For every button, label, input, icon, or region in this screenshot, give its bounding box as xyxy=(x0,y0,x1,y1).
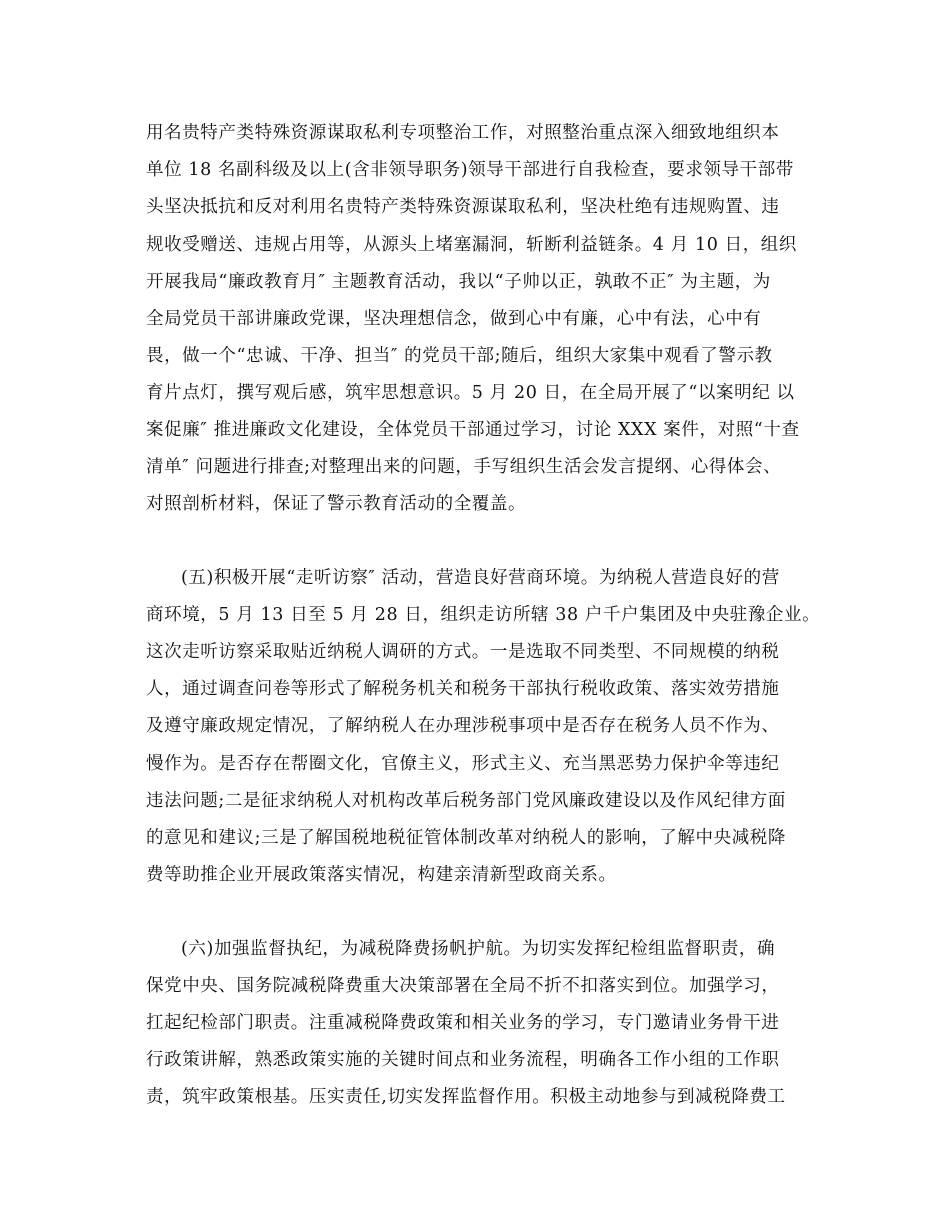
text-line: 育片点灯，撰写观后感，筑牢思想意识。5 月 20 日，在全局开展了“以案明纪 以 xyxy=(146,383,795,403)
text-line: 全局党员干部讲廉政党课，坚决理想信念，做到心中有廉，心中有法，心中有 xyxy=(146,309,762,329)
text-line: 头坚决抵抗和反对利用名贵特产类特殊资源谋取私利，坚决杜绝有违规购置、违 xyxy=(146,197,780,217)
text-line: 规收受赠送、违规占用等，从源头上堵塞漏洞，斩断利益链条。4 月 10 日，组织 xyxy=(146,235,797,255)
text-line: 及遵守廉政规定情况，了解纳税人在办理涉税事项中是否存在税务人员不作为、 xyxy=(146,716,780,736)
text-line: 清单″ 问题进行排查;对整理出来的问题，手写组织生活会发言提纲、心得体会、 xyxy=(146,457,782,477)
text-line: 慢作为。是否存在帮圈文化，官僚主义，形式主义、充当黑恶势力保护伞等违纪 xyxy=(146,754,780,774)
text-line: 责，筑牢政策根基。压实责任,切实发挥监督作用。积极主动地参与到减税降费工 xyxy=(146,1087,786,1107)
text-line: 人，通过调查问卷等形式了解税务机关和税务干部执行税收政策、落实效劳措施 xyxy=(146,679,780,699)
text-line: 畏，做一个“忠诚、干净、担当″ 的党员干部;随后，组织大家集中观看了警示教 xyxy=(146,346,773,366)
text-line: 案促廉″ 推进廉政文化建设，全体党员干部通过学习，讨论 XXX 案件，对照“十查 xyxy=(146,420,800,440)
text-line: 费等助推企业开展政策落实情况，构建亲清新型政商关系。 xyxy=(146,865,617,885)
text-line: 这次走听访察采取贴近纳税人调研的方式。一是选取不同类型、不同规模的纳税 xyxy=(146,642,780,662)
text-line: 用名贵特产类特殊资源谋取私利专项整治工作，对照整治重点深入细致地组织本 xyxy=(146,123,780,143)
text-line: 开展我局“廉政教育月″ 主题教育活动，我以“子帅以正，孰敢不正″ 为主题，为 xyxy=(146,272,771,292)
text-line: (五)积极开展“走听访察″ 活动，营造良好营商环境。为纳税人营造良好的营 xyxy=(181,568,780,588)
text-line: 扛起纪检部门职责。注重减税降费政策和相关业务的学习，专门邀请业务骨干进 xyxy=(146,1013,780,1033)
text-line: (六)加强监督执纪，为减税降费扬帆护航。为切实发挥纪检组监督职责，确 xyxy=(181,939,776,959)
text-line: 单位 18 名副科级及以上(含非领导职务)领导干部进行自我检查，要求领导干部带 xyxy=(146,160,794,180)
text-line: 的意见和建议;三是了解国税地税征管体制改革对纳税人的影响，了解中央减税降 xyxy=(146,828,786,848)
text-line: 对照剖析材料，保证了警示教育活动的全覆盖。 xyxy=(146,494,527,514)
text-line: 违法问题;二是征求纳税人对机构改革后税务部门党风廉政建设以及作风纪律方面 xyxy=(146,791,786,811)
text-line: 商环境，5 月 13 日至 5 月 28 日，组织走访所辖 38 户千户集团及中央驻豫企业。 xyxy=(146,605,821,625)
text-line: 行政策讲解，熟悉政策实施的关键时间点和业务流程，明确各工作小组的工作职 xyxy=(146,1050,780,1070)
text-line: 保党中央、国务院减税降费重大决策部署在全局不折不扣落实到位。加强学习， xyxy=(146,976,780,996)
